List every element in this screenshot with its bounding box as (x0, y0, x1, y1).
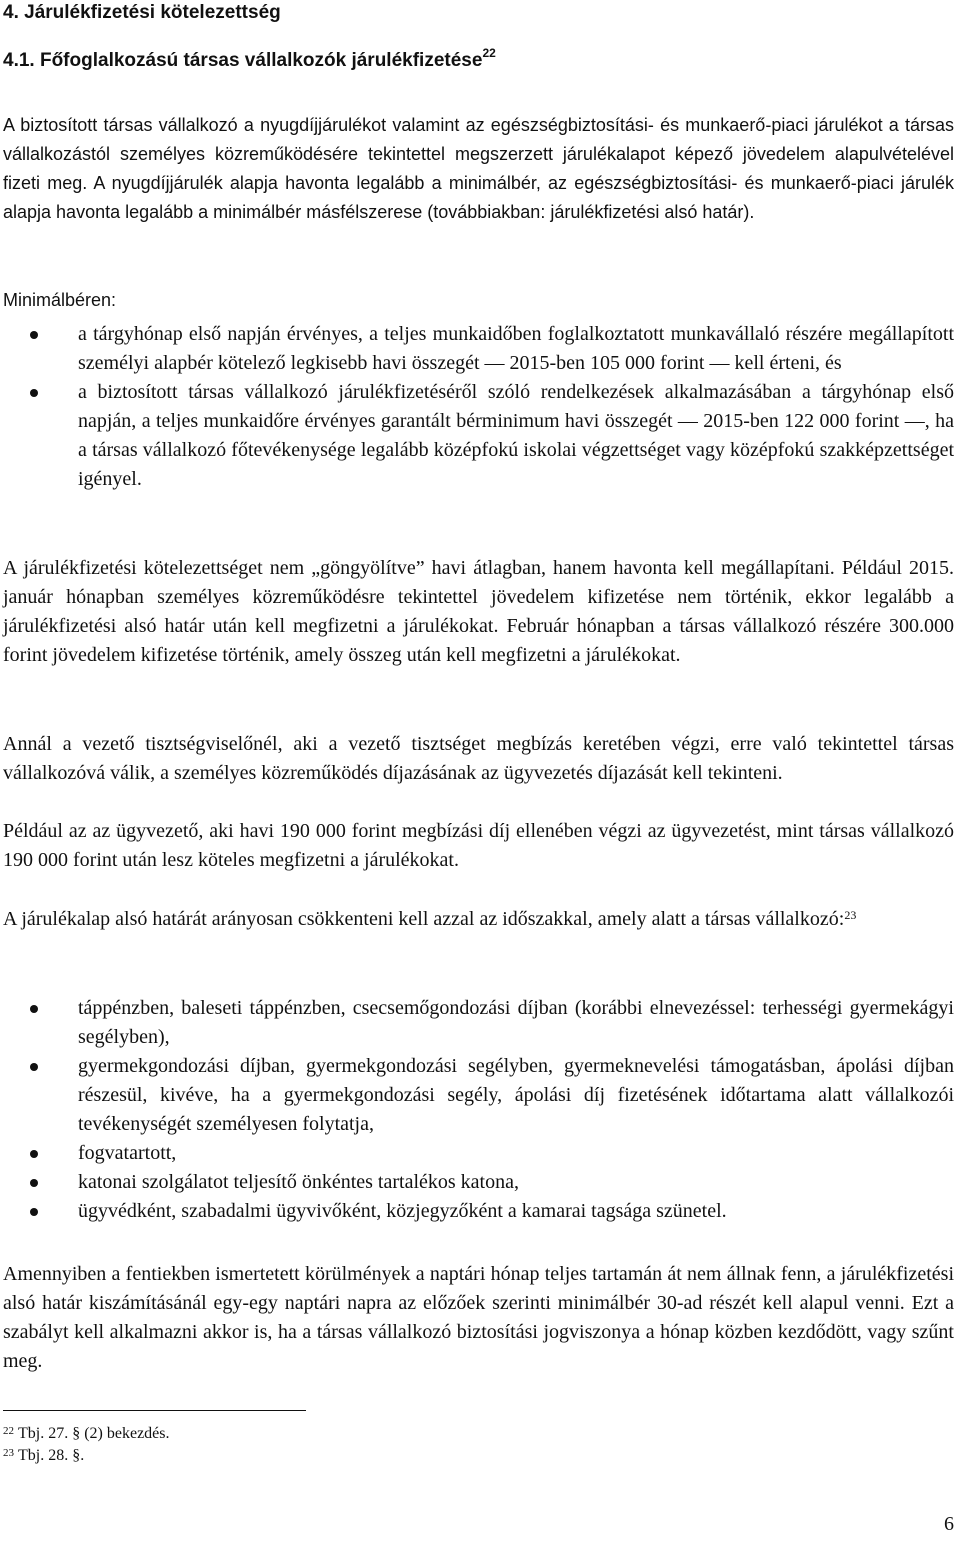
page-number: 6 (944, 1513, 954, 1535)
bullet-icon (30, 1150, 38, 1158)
period-list (0, 994, 954, 1226)
list-item (0, 1139, 954, 1168)
executive-paragraph: Annál a vezető tisztségviselőnél, aki a vezető tisztséget megbízás keretében végzi, erre való tekintettel társas vállalkozóvá válik, a személyes közreműködés díjazásának az ügyvezetés díjazását kell tekinteni. (3, 733, 954, 784)
intro-paragraph: A biztosított társas vállalkozó a nyugdíjjárulékot valamint az egészségbiztosítási- és munkaerő-piaci járulékot a társas vállalkozástól személyes közreműködésére tekintettel megszerzett járulékalapot képező jövedelem alapulvételével fizeti meg. A nyugdíjjárulék alapja havonta legalább a minimálbér, az egészségbiztosítási- és munkaerő-piaci járulék alapja havonta legalább a minimálbér másfélszerese (továbbiakban: járulékfizetési alsó határ). (3, 115, 954, 222)
footnote-text: Tbj. 28. §. (18, 1447, 85, 1464)
bullet-icon (30, 331, 38, 339)
list-item (0, 1168, 954, 1197)
reduction-text: A járulékalap alsó határát arányosan csökkenteni kell azzal az időszakkal, amely alatt a társas vállalkozó: (3, 908, 845, 930)
footnote (3, 1424, 170, 1444)
monthly-obligation-paragraph: A járulékfizetési kötelezettséget nem „göngyölítve” havi átlagban, hanem havonta kell megállapítani. Például 2015. január hónapban személyes közreműködésre tekintettel jövedelem kifizetése nem történik, ekkor legalább a járulékfizetési alsó határ után kell megfizetni a járulékokat. Február hónapban a társas vállalkozó részére 300.000 forint jövedelem kifizetése történik, amely összeg után kell megfizetni a járulékokat. (3, 557, 954, 666)
footnote-text: Tbj. 27. § (2) bekezdés. (18, 1425, 170, 1442)
footnote-number: 23 (3, 1447, 14, 1459)
bullet-icon (30, 1005, 38, 1013)
list-item (0, 378, 954, 494)
minimalber-list (0, 320, 954, 494)
subsection-heading (3, 46, 496, 72)
proportional-paragraph: Amennyiben a fentiekben ismertetett körülmények a naptári hónap teljes tartamán át nem állnak fenn, a járulékfizetési alsó határ kiszámításánál egy-egy naptári napra az előzőek szerinti minimálbér 30-ad részét kell alapul venni. Ezt a szabályt kell alkalmazni akkor is, ha a társas vállalkozó biztosítási jogviszonya a hónap közben kezdődött, vagy szűnt meg. (3, 1263, 954, 1372)
executive-example-paragraph: Például az az ügyvezető, aki havi 190 000 forint megbízási díj ellenében végzi az ügyvezetést, mint társas vállalkozó 190 000 forint után lesz köteles megfizetni a járulékokat. (3, 820, 954, 871)
section-heading: 4. Járulékfizetési kötelezettség (3, 2, 281, 23)
reduction-paragraph (3, 905, 954, 934)
list-item-text: a biztosított társas vállalkozó járulékfizetéséről szóló rendelkezések alkalmazásában a tárgyhónap első napján, a teljes munkaidőre érvényes garantált bérminimum havi összegét ― 2015-ben 122 000 forint ―, ha a társas vállalkozó főtevékenysége legalább középfokú iskolai végzettséget vagy középfokú szakképzettséget igényel. (78, 381, 954, 490)
list-item-text: gyermekgondozási díjban, gyermekgondozási segélyben, gyermeknevelési támogatásban, ápolási díjban részesül, kivéve, ha a gyermekgondozási segély, ápolási díj fizetésének időtartama alatt vállalkozói tevékenységét személyesen folytatja, (78, 1055, 954, 1135)
list-item-text: táppénzben, baleseti táppénzben, csecsemőgondozási díjban (korábbi elnevezéssel: terhességi gyermekágyi segélyben), (78, 997, 954, 1048)
list-item-text: ügyvédként, szabadalmi ügyvivőként, közjegyzőként a kamarai tagsága szünetel. (78, 1200, 727, 1222)
bullet-icon (30, 1208, 38, 1216)
list-item-text: katonai szolgálatot teljesítő önkéntes tartalékos katona, (78, 1171, 519, 1193)
footnote (3, 1446, 84, 1466)
list-item (0, 1052, 954, 1139)
footnote-ref-22: 22 (482, 46, 496, 60)
bullet-icon (30, 389, 38, 397)
list-item (0, 994, 954, 1052)
list-item-text: fogvatartott, (78, 1142, 177, 1164)
footnote-number: 22 (3, 1425, 14, 1437)
bullet-icon (30, 1063, 38, 1071)
footnote-ref-23: 23 (844, 908, 857, 922)
minimalber-intro: Minimálbéren: (3, 290, 117, 310)
bullet-icon (30, 1179, 38, 1187)
footnote-divider (3, 1410, 306, 1411)
list-item-text: a tárgyhónap első napján érvényes, a teljes munkaidőben foglalkoztatott munkavállaló részére megállapított személyi alapbér kötelező legkisebb havi összegét ― 2015-ben 105 000 forint ― kell érteni, és (78, 323, 954, 374)
list-item (0, 320, 954, 378)
subsection-title: 4.1. Főfoglalkozású társas vállalkozók járulékfizetése (3, 50, 483, 71)
list-item (0, 1197, 954, 1226)
